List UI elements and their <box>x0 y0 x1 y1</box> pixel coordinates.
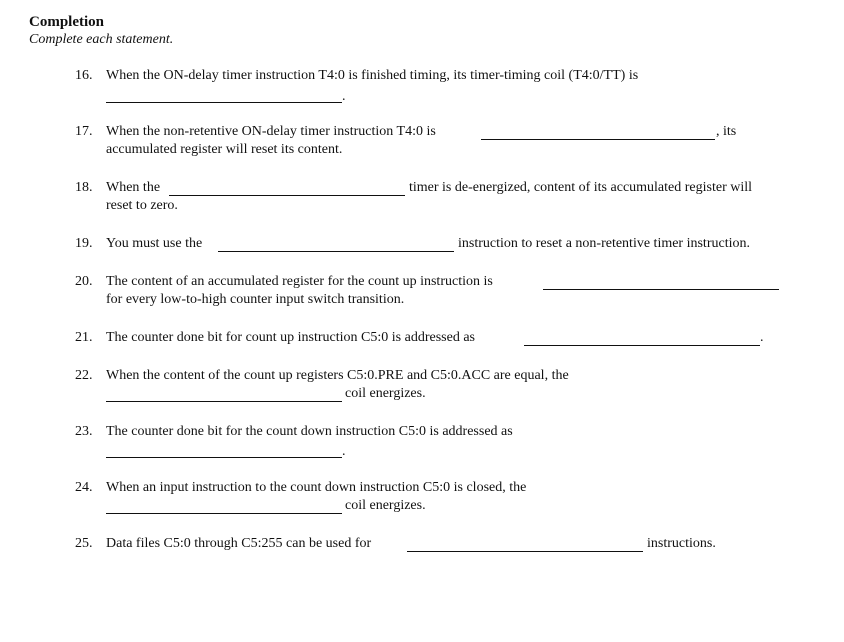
question-text: When the <box>106 180 161 195</box>
question-text: When an input instruction to the count down instruction C5:0 is closed, the <box>106 480 527 495</box>
answer-blank[interactable] <box>106 513 342 514</box>
question-number: 25. <box>75 536 93 551</box>
question-number: 23. <box>75 424 93 439</box>
answer-blank[interactable] <box>407 551 643 552</box>
answer-blank[interactable] <box>169 195 405 196</box>
question-punctuation: . <box>342 444 346 459</box>
question-text: instruction to reset a non-retentive timer instruction. <box>458 236 750 251</box>
question-text: for every low-to-high counter input switch transition. <box>106 292 405 307</box>
question-text: The counter done bit for the count down instruction C5:0 is addressed as <box>106 424 513 439</box>
answer-blank[interactable] <box>218 251 454 252</box>
question-number: 24. <box>75 480 93 495</box>
question-text: The counter done bit for count up instruction C5:0 is addressed as <box>106 330 475 345</box>
answer-blank[interactable] <box>106 401 342 402</box>
question-text: Data files C5:0 through C5:255 can be used for <box>106 536 372 551</box>
question-text: reset to zero. <box>106 198 178 213</box>
question-text: When the ON-delay timer instruction T4:0 is finished timing, its timer-timing coil (T4:0/TT) is <box>106 68 639 83</box>
answer-blank[interactable] <box>543 289 779 290</box>
question-number: 19. <box>75 236 93 251</box>
question-text: coil energizes. <box>345 386 426 401</box>
question-number: 17. <box>75 124 93 139</box>
question-text: You must use the <box>106 236 203 251</box>
question-text: accumulated register will reset its content. <box>106 142 343 157</box>
question-text: instructions. <box>647 536 716 551</box>
question-text: When the content of the count up registers C5:0.PRE and C5:0.ACC are equal, the <box>106 368 569 383</box>
answer-blank[interactable] <box>106 102 342 103</box>
question-text: , its <box>716 124 737 139</box>
question-text: The content of an accumulated register for the count up instruction is <box>106 274 493 289</box>
question-text: timer is de-energized, content of its accumulated register will <box>409 180 753 195</box>
question-number: 20. <box>75 274 93 289</box>
answer-blank[interactable] <box>481 139 715 140</box>
question-number: 16. <box>75 68 93 83</box>
answer-blank[interactable] <box>524 345 760 346</box>
question-text: When the non-retentive ON-delay timer instruction T4:0 is <box>106 124 436 139</box>
section-heading: Completion <box>29 14 104 30</box>
question-number: 18. <box>75 180 93 195</box>
answer-blank[interactable] <box>106 457 342 458</box>
question-punctuation: . <box>342 89 346 104</box>
question-punctuation: . <box>760 330 764 345</box>
section-instructions: Complete each statement. <box>29 32 174 47</box>
question-text: coil energizes. <box>345 498 426 513</box>
question-number: 22. <box>75 368 93 383</box>
question-number: 21. <box>75 330 93 345</box>
